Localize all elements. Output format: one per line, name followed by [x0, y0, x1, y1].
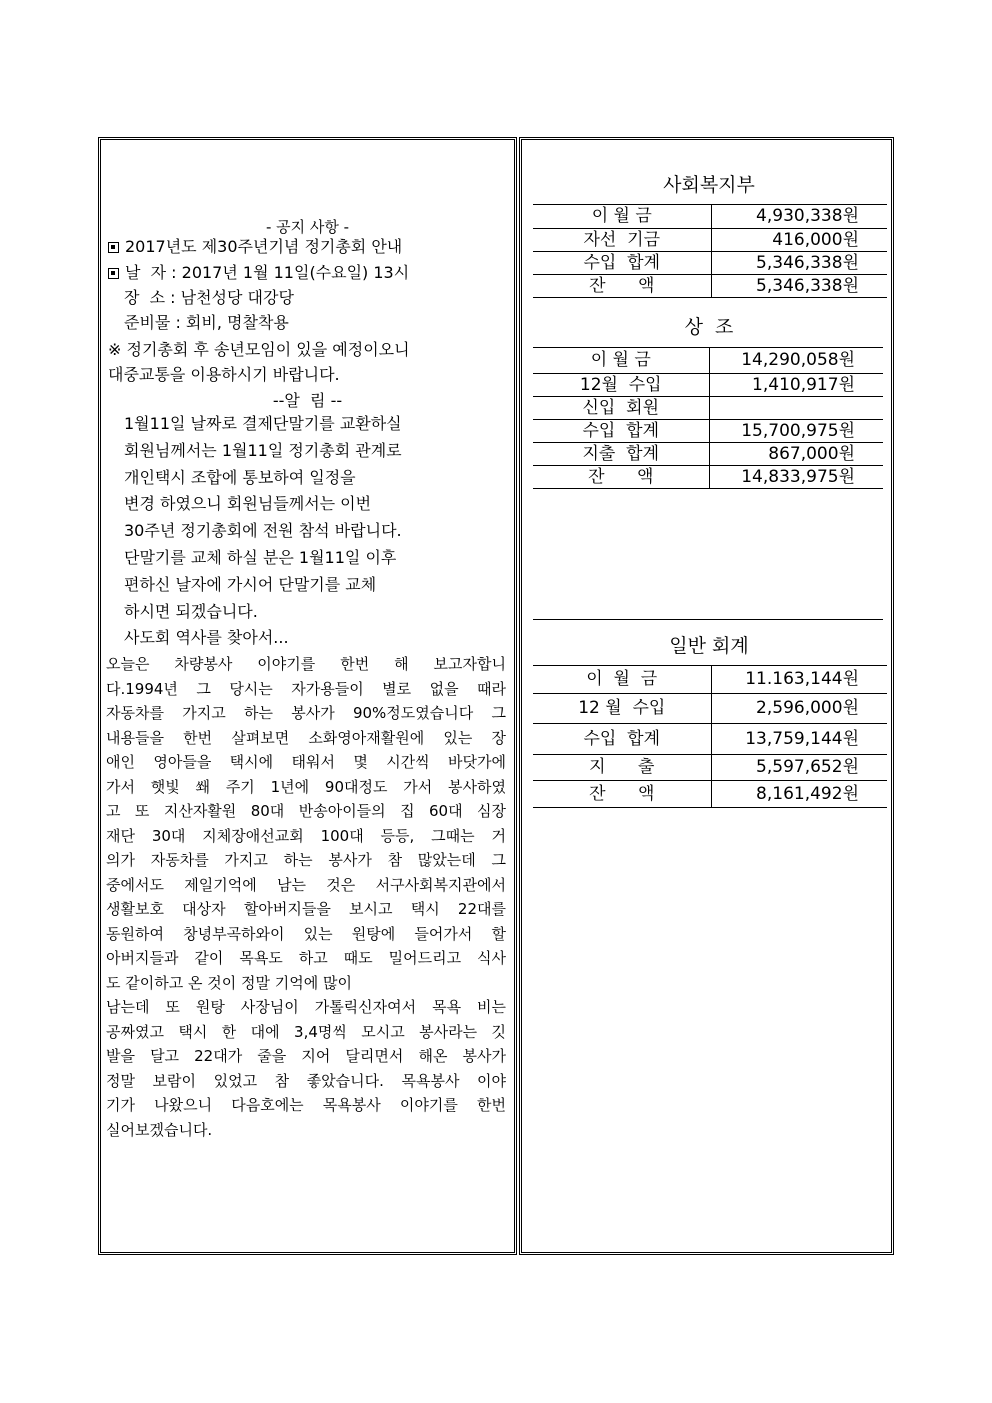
alert-line: 개인택시 조합에 통보하여 일정을 — [124, 467, 356, 487]
story-line: 고 또 지산자활원 80대 반송아이들의 집 60대 심장 — [106, 802, 506, 820]
notice-item-date — [108, 263, 409, 283]
ledger-value: 11.163,144원 — [711, 666, 887, 694]
ledger-row — [533, 466, 883, 489]
ledger-value: 416,000원 — [711, 229, 887, 252]
ledger-value: 13,759,144원 — [711, 724, 887, 755]
ledger-row — [533, 755, 887, 781]
story-line: 의가 자동차를 가지고 하는 봉사가 참 많았는데 그 — [106, 851, 506, 869]
mutual-aid-title: 상 조 — [684, 316, 734, 338]
ledger-value: 14,833,975원 — [709, 466, 883, 489]
ledger-value: 4,930,338원 — [711, 205, 887, 229]
alert-line: 편하신 날자에 가시어 단말기를 교체 — [124, 574, 377, 594]
ledger-row — [533, 205, 887, 229]
general-accounting-title: 일반 회계 — [669, 635, 749, 657]
general-top-rule — [533, 619, 883, 620]
story-line: 동원하여 창녕부곡하와이 있는 원탕에 들어가서 할 — [106, 924, 506, 943]
story-line: 오늘은 차량봉사 이야기를 한번 해 보고자합니 — [106, 655, 506, 673]
notice-note-line1: ※ 정기총회 후 송년모임이 있을 예정이오니 — [108, 340, 410, 359]
ledger-label: 지 출 — [533, 755, 711, 781]
mutual-aid-ledger-table — [533, 348, 883, 489]
ledger-value: 14,290,058원 — [709, 348, 883, 374]
ledger-value: 867,000원 — [709, 443, 883, 466]
notice-note-line2: 대중교통을 이용하시기 바랍니다. — [108, 365, 340, 384]
meeting-date: 날 자 : 2017년 1월 11일(수요일) 13시 — [125, 263, 410, 282]
meeting-preparation: 준비물 : 회비, 명찰착용 — [124, 313, 289, 332]
alert-line: 단말기를 교체 하실 분은 1월11일 이후 — [124, 548, 397, 567]
checkbox-mark-icon — [108, 268, 119, 279]
ledger-label: 이 월 금 — [533, 348, 709, 374]
story-line: 중에서도 제일기억에 남는 것은 서구사회복지관에서 — [106, 875, 506, 894]
ledger-value: 8,161,492원 — [711, 781, 887, 808]
ledger-label: 수입 합계 — [533, 252, 711, 275]
ledger-label: 12월 수입 — [533, 374, 709, 397]
ledger-value: 5,346,338원 — [711, 275, 887, 298]
ledger-label: 잔 액 — [533, 275, 711, 298]
ledger-row — [533, 229, 887, 252]
ledger-label: 자선 기금 — [533, 229, 711, 252]
ledger-value: 15,700,975원 — [709, 420, 883, 443]
story-line: 정말 보람이 있었고 참 좋았습니다. 목욕봉사 이야 — [106, 1071, 506, 1090]
notice-heading: - 공지 사항 - — [265, 218, 350, 236]
alert-line: 30주년 정기총회에 전원 참석 바랍니다. — [124, 521, 402, 541]
story-line: 다.1994년 그 당시는 자가용들이 별로 없을 때라 — [106, 679, 506, 698]
story-line: 도 같이하고 온 것이 정말 기억에 많이 — [106, 973, 352, 992]
ledger-row — [533, 724, 887, 755]
ledger-row — [533, 694, 887, 724]
story-line: 발을 달고 22대가 줄을 지어 달리면서 해온 봉사가 — [106, 1047, 506, 1065]
story-line: 재단 30대 지체장애선교회 100대 등등, 그때는 거 — [106, 826, 506, 845]
alert-line: 변경 하였으니 회원님들께서는 이번 — [124, 494, 372, 514]
story-line: 기가 나왔으니 다음호에는 목욕봉사 이야기를 한번 — [106, 1096, 506, 1114]
ledger-label: 지출 합계 — [533, 443, 709, 466]
story-line: 공짜였고 택시 한 대에 3,4명씩 모시고 봉사라는 깃 — [106, 1022, 506, 1041]
welfare-title: 사회복지부 — [663, 174, 755, 196]
ledger-label: 이 월 금 — [533, 666, 711, 694]
ledger-value: 1,410,917원 — [709, 374, 883, 397]
meeting-place: 장 소 : 남천성당 대강당 — [124, 288, 294, 307]
welfare-ledger-table — [533, 205, 887, 298]
alert-line: 사도회 역사를 찾아서... — [124, 628, 289, 648]
ledger-label: 신입 회원 — [533, 397, 709, 420]
ledger-label: 수입 합계 — [533, 724, 711, 755]
story-line: 남는데 또 원탕 사장님이 가톨릭신자여서 목욕 비는 — [106, 998, 506, 1016]
checkbox-mark-icon — [108, 242, 119, 253]
ledger-row — [533, 275, 887, 298]
ledger-row — [533, 397, 883, 420]
story-line: 가서 햇빛 쐐 주기 1년에 90대정도 가서 봉사하였 — [106, 777, 506, 796]
ledger-row — [533, 252, 887, 275]
ledger-row — [533, 420, 883, 443]
ledger-label: 12 월 수입 — [533, 694, 711, 724]
general-accounting-ledger-table — [533, 666, 887, 808]
ledger-label: 수입 합계 — [533, 420, 709, 443]
alert-line: 하시면 되겠습니다. — [124, 601, 258, 621]
ledger-label: 이 월 금 — [533, 205, 711, 229]
notice-item-meeting — [108, 237, 402, 257]
ledger-value: 5,597,652원 — [711, 755, 887, 781]
alert-heading: --알 림 -- — [272, 391, 343, 410]
meeting-title: 2017년도 제30주년기념 정기총회 안내 — [125, 237, 403, 256]
alert-line: 회원님께서는 1월11일 정기총회 관계로 — [124, 440, 402, 460]
story-line: 생활보호 대상자 할아버지들을 보시고 택시 22대를 — [106, 900, 506, 918]
ledger-row — [533, 666, 887, 694]
ledger-label: 잔 액 — [533, 466, 709, 489]
story-line: 실어보겠습니다. — [106, 1120, 213, 1139]
ledger-row — [533, 348, 883, 374]
story-line: 애인 영아들을 택시에 태워서 몇 시간씩 바닷가에 — [106, 753, 506, 771]
story-line: 내용들을 한번 살펴보면 소화영아재활원에 있는 장 — [106, 728, 506, 747]
ledger-row — [533, 374, 883, 397]
story-line: 아버지들과 같이 목욕도 하고 때도 밀어드리고 식사 — [106, 949, 506, 967]
ledger-label: 잔 액 — [533, 781, 711, 808]
ledger-value — [709, 397, 883, 420]
story-line: 자동차를 가지고 하는 봉사가 90%정도였습니다 그 — [106, 704, 506, 722]
ledger-row — [533, 443, 883, 466]
alert-line: 1월11일 날짜로 결제단말기를 교환하실 — [124, 414, 402, 433]
ledger-value: 2,596,000원 — [711, 694, 887, 724]
ledger-value: 5,346,338원 — [711, 252, 887, 275]
ledger-row — [533, 781, 887, 808]
